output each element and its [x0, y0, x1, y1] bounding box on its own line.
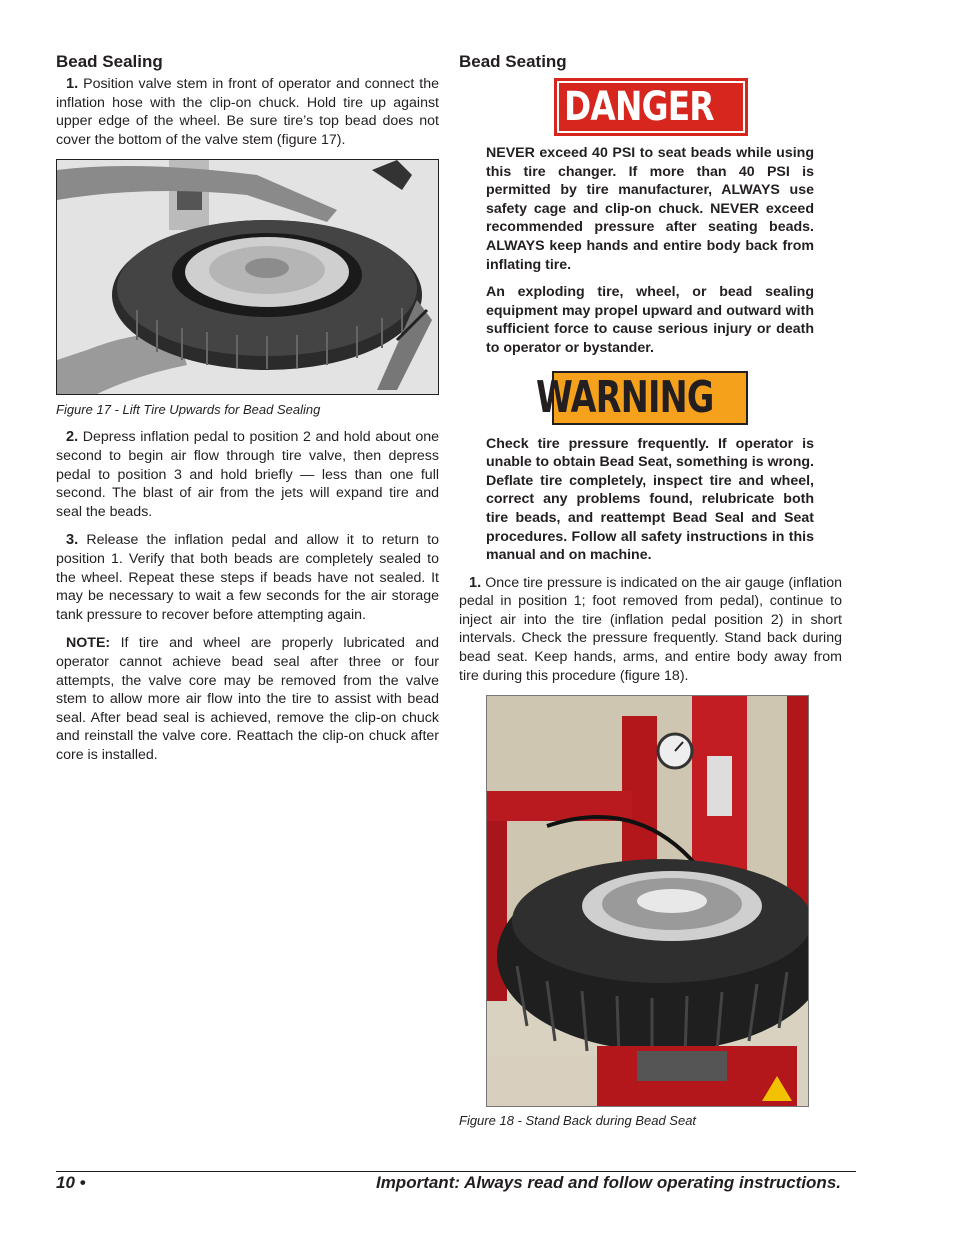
figure-17-caption: Figure 17 - Lift Tire Upwards for Bead Sealing	[56, 402, 321, 418]
warning-paragraph: Check tire pressure frequently. If operator is unable to obtain Bead Seat, something is wrong. Deflate tire completely, inspect tire and wheel, correct any problems found, relubricate both tire beads, and reattempt Bead Seal and Seat procedures. Follow all safety instructions in this manual and on machine.	[486, 435, 814, 564]
figure-17-image	[56, 159, 439, 395]
tire-lift-photo	[57, 160, 438, 394]
left-column	[56, 50, 439, 774]
danger-paragraph: NEVER exceed 40 PSI to seat beads while using this tire changer. If more than 40 PSI is permitted by tire manufacturer, ALWAYS use safety cage and clip-on chuck. NEVER exceed recommended pressure after seating beads. ALWAYS keep hands and entire body back from inflating tire.	[486, 145, 814, 273]
figure-18-caption: Figure 18 - Stand Back during Bead Seat	[459, 1113, 697, 1129]
step-number: 1.	[469, 574, 482, 591]
step-number: 1.	[66, 76, 79, 92]
danger-paragraph: An exploding tire, wheel, or bead sealing equipment may propel upward and outward with sufficient force to cause serious injury or death to operator or bystander.	[486, 284, 814, 356]
section-heading-bead-sealing: Bead Sealing	[56, 52, 163, 71]
step-2-paragraph	[56, 428, 439, 521]
step-text: Once tire pressure is indicated on the air gauge (inflation pedal in position 1; foot removed from pedal), continue to inject air into the tire (inflation pedal position 2) in short intervals. Check the pressure frequently. Stand back during bead seat. Keep hands, arms, and entire body away from tire during this procedure (figure 18).	[459, 574, 842, 684]
seat-step-1-paragraph	[459, 574, 842, 686]
warning-sign	[536, 371, 748, 425]
warning-label: WARNING	[536, 371, 714, 423]
note-label: NOTE:	[66, 635, 111, 652]
note-text: If tire and wheel are properly lubricated and operator cannot achieve bead seal after three or four attempts, the valve core may be removed from the valve stem to allow more air flow into the tire to assist with bead seal. After bead seal is achieved, remove the clip-on chuck and reinstall the valve core. Reattach the clip-on chuck after core is installed.	[56, 635, 439, 763]
step-number: 2.	[66, 429, 79, 446]
section-heading-bead-seating: Bead Seating	[459, 52, 567, 71]
bead-seat-photo	[487, 696, 808, 1106]
page-number: 10 •	[56, 1173, 86, 1192]
step-3-paragraph	[56, 531, 439, 624]
danger-text-block	[486, 144, 814, 358]
danger-sign	[554, 78, 748, 136]
step-text: Release the inflation pedal and allow it to return to position 1. Verify that both beads are completely sealed to the wheel. Repeat these steps if beads have not sealed. It may be necessary to wait a few seconds for the air storage tank pressure to recover before attempting again.	[56, 532, 439, 623]
step-number: 3.	[66, 532, 79, 549]
step-text: Position valve stem in front of operator and connect the inflation hose with the clip-on chuck. Hold tire up against upper edge of the wheel. Be sure tire’s top bead does not cover the bottom of the valve stem (figure 17).	[56, 76, 439, 148]
note-paragraph	[56, 634, 439, 764]
footer-notice: Important: Always read and follow operating instructions.	[375, 1173, 841, 1192]
danger-label: DANGER	[563, 84, 714, 130]
figure-18-image	[486, 695, 809, 1107]
step-text: Depress inflation pedal to position 2 and hold about one second to begin air flow through tire valve, then depress pedal to position 3 and hold briefly — less than one full second. The blast of air from the jets will expand tire and seal the beads.	[56, 429, 439, 520]
right-column	[459, 50, 842, 1139]
warning-text-block	[486, 435, 814, 565]
step-1-paragraph	[56, 75, 439, 149]
